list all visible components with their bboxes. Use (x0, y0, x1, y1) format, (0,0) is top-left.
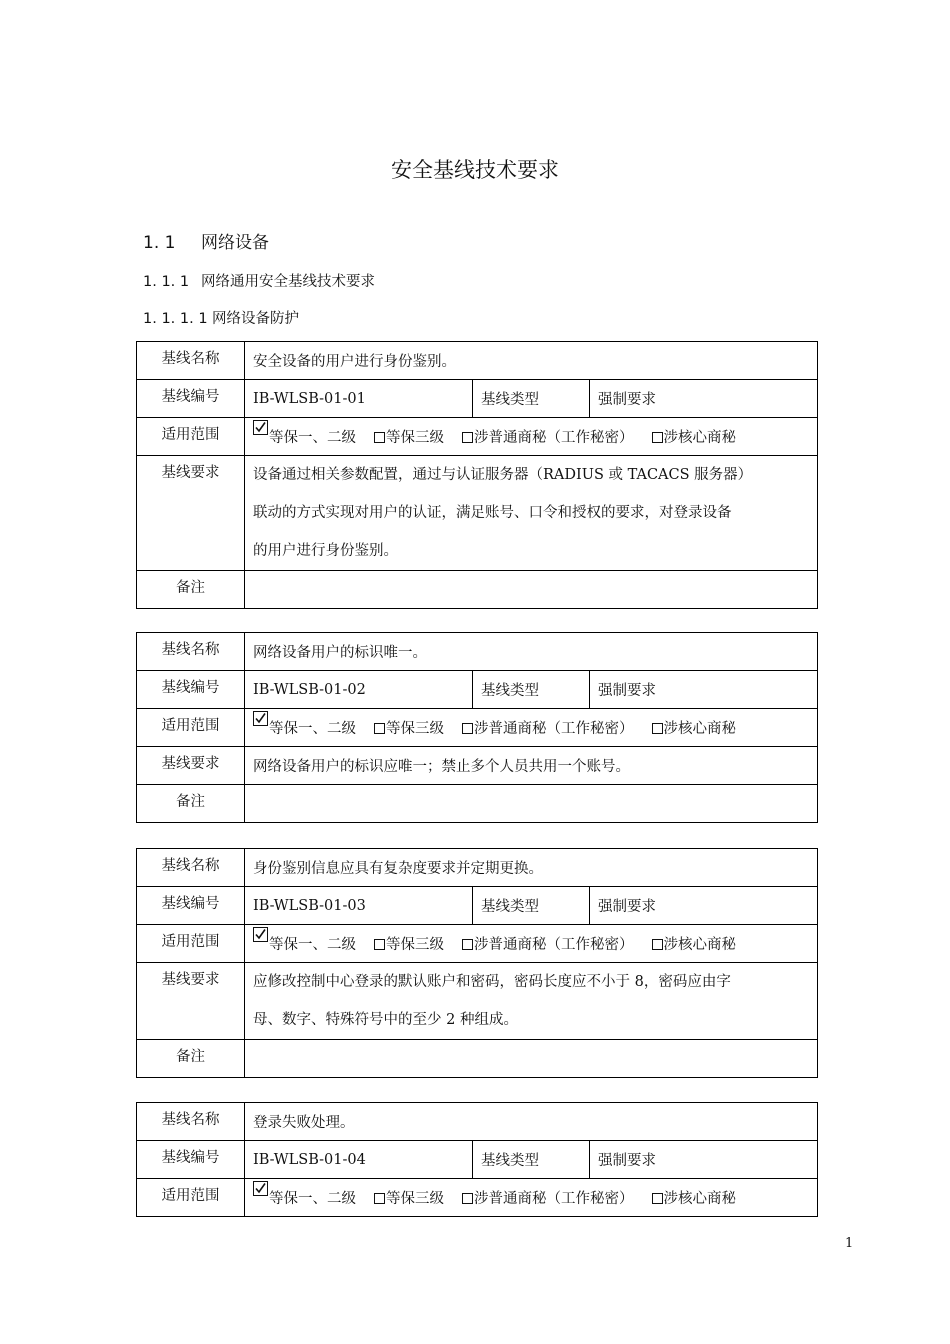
scope-option[interactable] (462, 1191, 634, 1207)
baseline-id: IB-WLSB-01-02 (245, 671, 473, 709)
requirement-line: 应修改控制中心登录的默认账户和密码，密码长度应不小于 8，密码应由字 (253, 974, 731, 990)
baseline-table (136, 848, 818, 1078)
requirement-line: 设备通过相关参数配置，通过与认证服务器（RADIUS 或 TACACS 服务器） (253, 467, 753, 483)
baseline-note (245, 785, 818, 823)
baseline-requirement (245, 456, 818, 571)
row-requirement (137, 963, 818, 1040)
label-note: 备注 (137, 1040, 245, 1078)
scope-option[interactable] (253, 937, 356, 953)
baseline-name: 身份鉴别信息应具有复杂度要求并定期更换。 (245, 849, 818, 887)
scope-option[interactable] (253, 721, 356, 737)
checkbox-checked-icon[interactable] (253, 711, 268, 726)
scope-options (245, 1179, 818, 1217)
row-id (137, 671, 818, 709)
checkbox-icon[interactable] (374, 1193, 385, 1204)
scope-option-label: 涉核心商秘 (663, 430, 736, 446)
label-type: 基线类型 (473, 671, 590, 709)
baseline-table (136, 1102, 818, 1217)
label-id: 基线编号 (137, 380, 245, 418)
baseline-note (245, 571, 818, 609)
scope-option[interactable] (374, 721, 444, 737)
scope-option[interactable] (652, 430, 737, 446)
baseline-type: 强制要求 (590, 671, 818, 709)
label-note: 备注 (137, 571, 245, 609)
row-name (137, 849, 818, 887)
scope-option-label: 等保一、二级 (269, 1191, 356, 1207)
scope-option-label: 涉普通商秘（工作秘密） (474, 937, 634, 953)
scope-option-label: 涉核心商秘 (663, 937, 736, 953)
scope-option[interactable] (652, 1191, 737, 1207)
scope-option-label: 涉核心商秘 (663, 721, 736, 737)
baseline-table (136, 341, 818, 609)
checkbox-checked-icon[interactable] (253, 927, 268, 942)
section-title: 网络通用安全基线技术要求 (201, 274, 375, 290)
label-scope: 适用范围 (137, 418, 245, 456)
baseline-id: IB-WLSB-01-04 (245, 1141, 473, 1179)
scope-option[interactable] (652, 937, 737, 953)
scope-option[interactable] (652, 721, 737, 737)
section-heading-1-1 (143, 228, 269, 253)
baseline-note (245, 1040, 818, 1078)
label-scope: 适用范围 (137, 709, 245, 747)
checkbox-checked-icon[interactable] (253, 420, 268, 435)
checkbox-icon[interactable] (652, 1193, 663, 1204)
page-number: 1 (845, 1236, 854, 1251)
scope-options (245, 709, 818, 747)
row-name (137, 1103, 818, 1141)
checkbox-checked-icon[interactable] (253, 1181, 268, 1196)
checkbox-icon[interactable] (374, 939, 385, 950)
row-name (137, 633, 818, 671)
label-name: 基线名称 (137, 342, 245, 380)
scope-option-label: 等保三级 (386, 430, 444, 446)
row-id (137, 887, 818, 925)
scope-options (245, 925, 818, 963)
checkbox-icon[interactable] (652, 432, 663, 443)
checkbox-icon[interactable] (374, 723, 385, 734)
checkbox-icon[interactable] (462, 432, 473, 443)
label-requirement: 基线要求 (137, 963, 245, 1040)
baseline-name: 网络设备用户的标识唯一。 (245, 633, 818, 671)
row-note (137, 785, 818, 823)
label-name: 基线名称 (137, 633, 245, 671)
scope-option[interactable] (374, 937, 444, 953)
label-type: 基线类型 (473, 1141, 590, 1179)
label-requirement: 基线要求 (137, 747, 245, 785)
section-heading-1-1-1 (143, 270, 375, 291)
row-note (137, 571, 818, 609)
row-id (137, 1141, 818, 1179)
scope-option[interactable] (462, 721, 634, 737)
scope-option-label: 等保三级 (386, 721, 444, 737)
label-scope: 适用范围 (137, 1179, 245, 1217)
scope-option-label: 等保三级 (386, 1191, 444, 1207)
label-name: 基线名称 (137, 849, 245, 887)
checkbox-icon[interactable] (462, 939, 473, 950)
section-title: 网络设备防护 (212, 311, 299, 327)
label-id: 基线编号 (137, 887, 245, 925)
baseline-requirement: 网络设备用户的标识应唯一；禁止多个人员共用一个账号。 (245, 747, 818, 785)
scope-options (245, 418, 818, 456)
row-scope (137, 1179, 818, 1217)
label-type: 基线类型 (473, 380, 590, 418)
checkbox-icon[interactable] (462, 1193, 473, 1204)
checkbox-icon[interactable] (652, 723, 663, 734)
label-type: 基线类型 (473, 887, 590, 925)
row-requirement (137, 456, 818, 571)
scope-option-label: 涉普通商秘（工作秘密） (474, 430, 634, 446)
label-scope: 适用范围 (137, 925, 245, 963)
checkbox-icon[interactable] (462, 723, 473, 734)
section-number: 1. 1 (143, 233, 176, 253)
scope-option[interactable] (374, 430, 444, 446)
label-requirement: 基线要求 (137, 456, 245, 571)
scope-option-label: 涉普通商秘（工作秘密） (474, 1191, 634, 1207)
scope-option-label: 等保一、二级 (269, 937, 356, 953)
baseline-name: 登录失败处理。 (245, 1103, 818, 1141)
label-id: 基线编号 (137, 1141, 245, 1179)
baseline-type: 强制要求 (590, 887, 818, 925)
baseline-id: IB-WLSB-01-03 (245, 887, 473, 925)
scope-option-label: 涉普通商秘（工作秘密） (474, 721, 634, 737)
section-number: 1. 1. 1. 1 (143, 311, 208, 327)
checkbox-icon[interactable] (374, 432, 385, 443)
row-name (137, 342, 818, 380)
row-scope (137, 925, 818, 963)
scope-option[interactable] (462, 937, 634, 953)
baseline-table (136, 632, 818, 823)
requirement-line: 的用户进行身份鉴别。 (253, 543, 398, 559)
row-scope (137, 709, 818, 747)
label-id: 基线编号 (137, 671, 245, 709)
row-id (137, 380, 818, 418)
baseline-type: 强制要求 (590, 380, 818, 418)
row-scope (137, 418, 818, 456)
section-title: 网络设备 (201, 233, 269, 253)
row-note (137, 1040, 818, 1078)
checkbox-icon[interactable] (652, 939, 663, 950)
requirement-line: 联动的方式实现对用户的认证，满足账号、口令和授权的要求，对登录设备 (253, 505, 732, 521)
scope-option[interactable] (253, 1191, 356, 1207)
scope-option-label: 等保一、二级 (269, 721, 356, 737)
baseline-id: IB-WLSB-01-01 (245, 380, 473, 418)
scope-option[interactable] (253, 430, 356, 446)
baseline-name: 安全设备的用户进行身份鉴别。 (245, 342, 818, 380)
baseline-requirement (245, 963, 818, 1040)
label-note: 备注 (137, 785, 245, 823)
document-title: 安全基线技术要求 (391, 158, 559, 182)
section-heading-1-1-1-1 (143, 307, 299, 328)
scope-option-label: 等保三级 (386, 937, 444, 953)
scope-option[interactable] (462, 430, 634, 446)
scope-option-label: 涉核心商秘 (663, 1191, 736, 1207)
requirement-line: 母、数字、特殊符号中的至少 2 种组成。 (253, 1012, 518, 1028)
label-name: 基线名称 (137, 1103, 245, 1141)
row-requirement (137, 747, 818, 785)
baseline-type: 强制要求 (590, 1141, 818, 1179)
scope-option[interactable] (374, 1191, 444, 1207)
section-number: 1. 1. 1 (143, 274, 190, 290)
scope-option-label: 等保一、二级 (269, 430, 356, 446)
